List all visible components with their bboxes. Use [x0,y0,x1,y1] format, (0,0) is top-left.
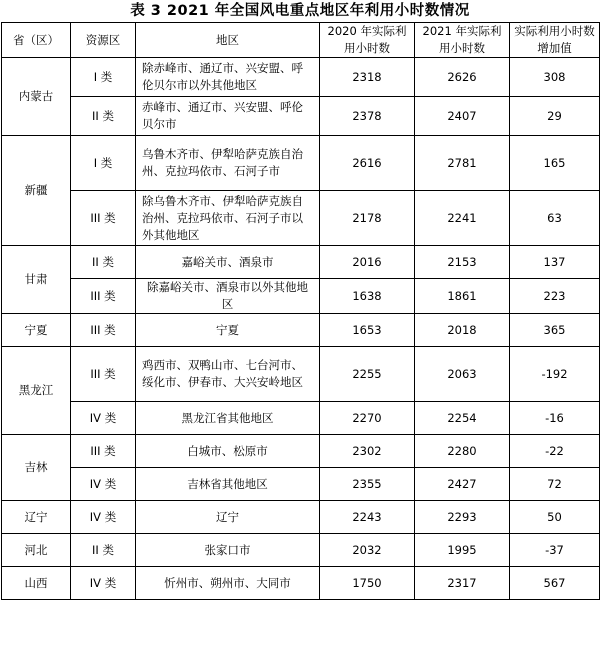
table-row [2,97,600,136]
area-cell: 嘉峪关市、酒泉市 [136,246,320,279]
zone-cell: II 类 [71,534,136,567]
hours-2020-cell: 2355 [320,468,415,501]
hours-2021-cell: 2254 [415,402,510,435]
area-cell: 辽宁 [136,501,320,534]
zone-cell: I 类 [71,58,136,97]
hours-2021-cell: 2241 [415,191,510,246]
table-row [2,534,600,567]
zone-cell: IV 类 [71,402,136,435]
table-row [2,402,600,435]
hours-2021-cell: 2018 [415,314,510,347]
hours-2020-cell: 1750 [320,567,415,600]
hours-2020-cell: 2318 [320,58,415,97]
increase-cell: 165 [510,136,600,191]
table-row [2,136,600,191]
hours-2021-cell: 2293 [415,501,510,534]
hours-2020-cell: 2243 [320,501,415,534]
area-cell: 除赤峰市、通辽市、兴安盟、呼伦贝尔市以外其他地区 [136,58,320,97]
zone-cell: I 类 [71,136,136,191]
province-cell: 甘肃 [2,246,71,314]
zone-cell: II 类 [71,97,136,136]
hours-2020-cell: 1653 [320,314,415,347]
increase-cell: 137 [510,246,600,279]
zone-cell: III 类 [71,347,136,402]
increase-cell: 308 [510,58,600,97]
increase-cell: -16 [510,402,600,435]
hours-2020-cell: 2255 [320,347,415,402]
hours-2020-cell: 2616 [320,136,415,191]
header-province: 省（区） [2,23,71,58]
hours-2021-cell: 2407 [415,97,510,136]
hours-2021-cell: 2280 [415,435,510,468]
table-row [2,435,600,468]
area-cell: 除乌鲁木齐市、伊犁哈萨克族自治州、克拉玛依市、石河子市以外其他地区 [136,191,320,246]
hours-2021-cell: 2153 [415,246,510,279]
province-cell: 宁夏 [2,314,71,347]
header-area: 地区 [136,23,320,58]
table-row [2,279,600,314]
area-cell: 鸡西市、双鸭山市、七台河市、绥化市、伊春市、大兴安岭地区 [136,347,320,402]
province-cell: 黑龙江 [2,347,71,435]
header-hours-2021: 2021 年实际利用小时数 [415,23,510,58]
increase-cell: -192 [510,347,600,402]
zone-cell: II 类 [71,246,136,279]
table-row [2,314,600,347]
area-cell: 宁夏 [136,314,320,347]
hours-2021-cell: 2626 [415,58,510,97]
hours-2020-cell: 2302 [320,435,415,468]
table-row [2,567,600,600]
table-row [2,58,600,97]
hours-2021-cell: 2063 [415,347,510,402]
wind-power-hours-table [1,22,600,600]
province-cell: 河北 [2,534,71,567]
table-row [2,347,600,402]
table-title: 表 3 2021 年全国风电重点地区年利用小时数情况 [130,3,470,19]
province-cell: 山西 [2,567,71,600]
area-cell: 白城市、松原市 [136,435,320,468]
increase-cell: 63 [510,191,600,246]
header-row [2,23,600,58]
hours-2021-cell: 2427 [415,468,510,501]
hours-2021-cell: 1995 [415,534,510,567]
hours-2020-cell: 2032 [320,534,415,567]
zone-cell: IV 类 [71,468,136,501]
area-cell: 黑龙江省其他地区 [136,402,320,435]
zone-cell: III 类 [71,314,136,347]
hours-2020-cell: 1638 [320,279,415,314]
area-cell: 乌鲁木齐市、伊犁哈萨克族自治州、克拉玛依市、石河子市 [136,136,320,191]
increase-cell: -37 [510,534,600,567]
increase-cell: 223 [510,279,600,314]
area-cell: 赤峰市、通辽市、兴安盟、呼伦贝尔市 [136,97,320,136]
increase-cell: 72 [510,468,600,501]
province-cell: 辽宁 [2,501,71,534]
hours-2021-cell: 2317 [415,567,510,600]
zone-cell: IV 类 [71,501,136,534]
area-cell: 除嘉峪关市、酒泉市以外其他地区 [136,279,320,314]
province-cell: 新疆 [2,136,71,246]
hours-2021-cell: 1861 [415,279,510,314]
hours-2020-cell: 2378 [320,97,415,136]
area-cell: 张家口市 [136,534,320,567]
header-resource-zone: 资源区 [71,23,136,58]
increase-cell: -22 [510,435,600,468]
zone-cell: IV 类 [71,567,136,600]
zone-cell: III 类 [71,191,136,246]
increase-cell: 365 [510,314,600,347]
table-row [2,501,600,534]
zone-cell: III 类 [71,435,136,468]
header-hours-2020: 2020 年实际利用小时数 [320,23,415,58]
hours-2021-cell: 2781 [415,136,510,191]
header-increase: 实际利用小时数增加值 [510,23,600,58]
increase-cell: 567 [510,567,600,600]
area-cell: 吉林省其他地区 [136,468,320,501]
hours-2020-cell: 2270 [320,402,415,435]
table-row [2,191,600,246]
increase-cell: 29 [510,97,600,136]
hours-2020-cell: 2178 [320,191,415,246]
hours-2020-cell: 2016 [320,246,415,279]
area-cell: 忻州市、朔州市、大同市 [136,567,320,600]
province-cell: 吉林 [2,435,71,501]
province-cell: 内蒙古 [2,58,71,136]
table-row [2,246,600,279]
increase-cell: 50 [510,501,600,534]
zone-cell: III 类 [71,279,136,314]
table-row [2,468,600,501]
